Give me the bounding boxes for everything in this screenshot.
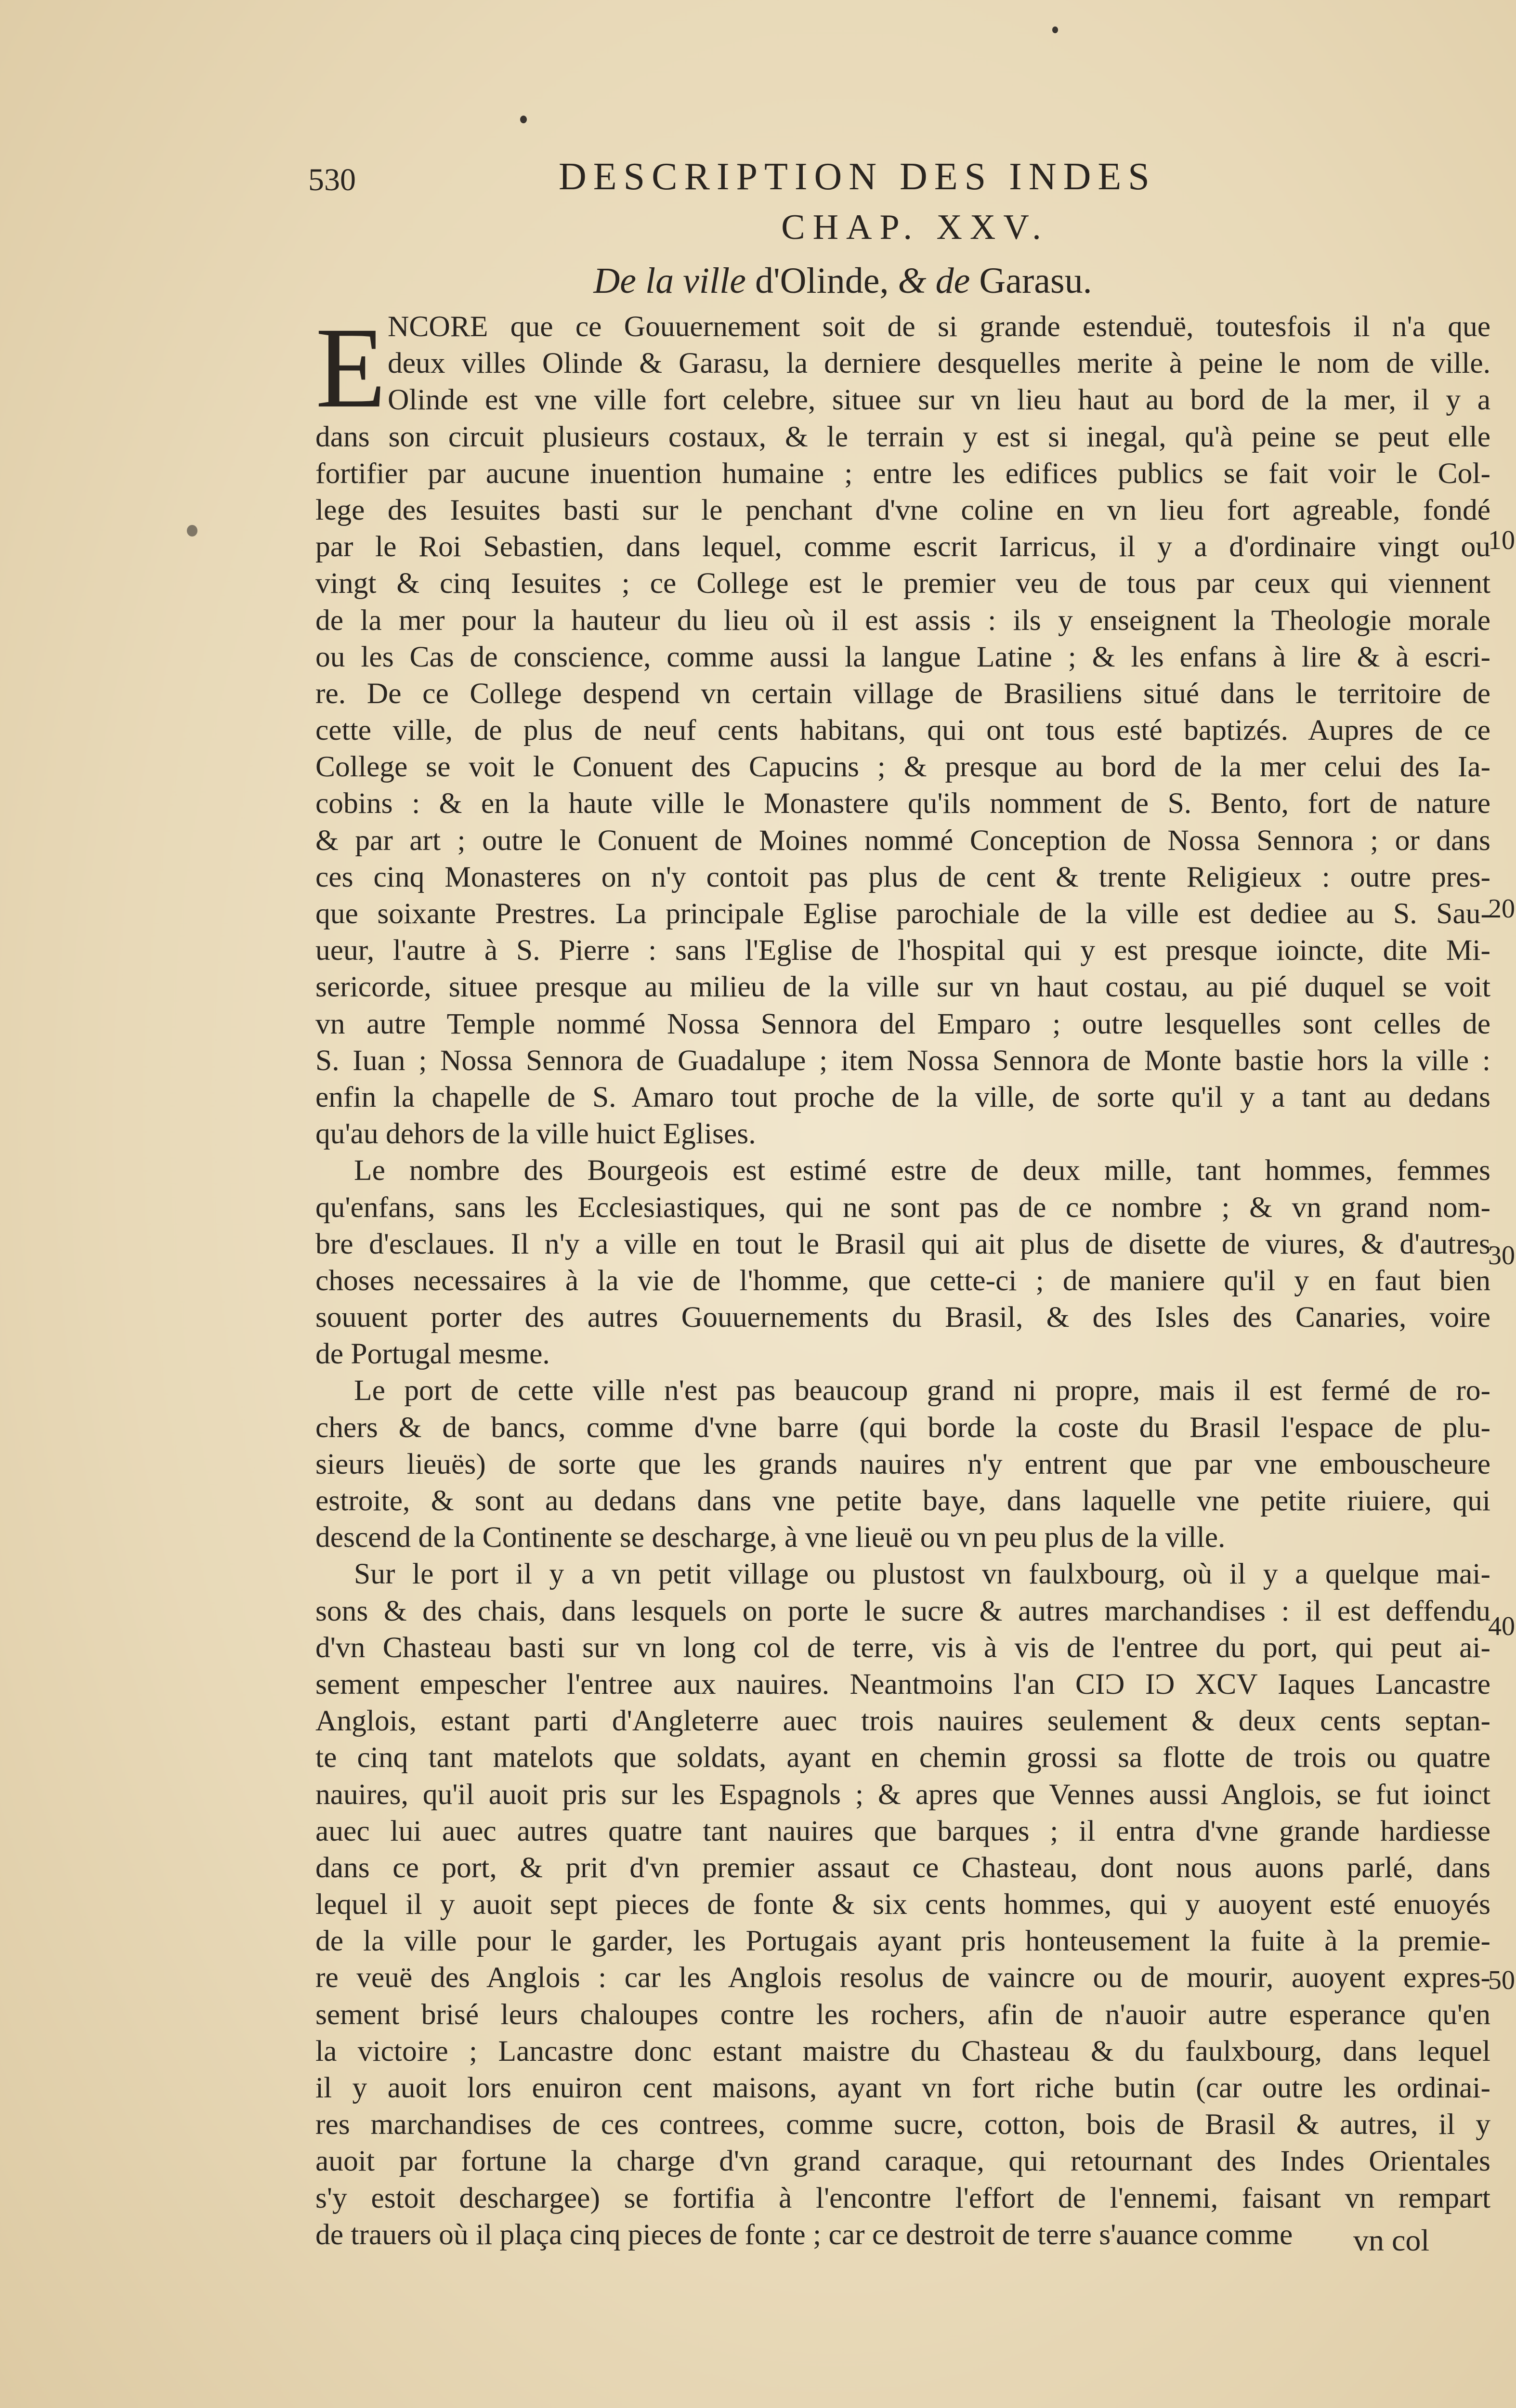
text-line: que soixante Prestres. La principale Eglise parochiale de la ville est dediee au S. Sau- bbox=[315, 897, 1490, 930]
text-line: lequel il y auoit sept pieces de fonte & six cents hommes, qui y auoyent esté enuoyés bbox=[315, 1888, 1490, 1921]
text-line: cette ville, de plus de neuf cents habitans, qui ont tous esté baptizés. Aupres de ce bbox=[315, 714, 1490, 747]
drop-cap: E bbox=[315, 303, 386, 432]
section-title: De la ville d'Olinde, & de Garasu. bbox=[593, 261, 1092, 301]
margin-line-number: 20 bbox=[1488, 894, 1515, 924]
text-line: Sur le port il y a vn petit village ou plustost vn faulxbourg, où il y a quelque mai- bbox=[354, 1557, 1490, 1591]
text-line: s'y estoit deschargee) se fortifia à l'encontre l'effort de l'ennemi, faisant vn rempart bbox=[315, 2181, 1490, 2214]
ink-spot bbox=[187, 525, 197, 537]
text-line: il y auoit lors enuiron cent maisons, ayant vn fort riche butin (car outre les ordinai- bbox=[315, 2071, 1490, 2104]
text-line: bre d'esclaues. Il n'y a ville en tout le Brasil qui ait plus de disette de viures, & d'autres bbox=[315, 1227, 1490, 1260]
text-line: qu'au dehors de la ville huict Eglises. bbox=[315, 1117, 756, 1151]
margin-line-number: 10 bbox=[1488, 525, 1515, 555]
text-line: deux villes Olinde & Garasu, la derniere desquelles merite à peine le nom de ville. bbox=[388, 347, 1490, 380]
text-line: la victoire ; Lancastre donc estant maistre du Chasteau & du faulxbourg, dans lequel bbox=[315, 2034, 1490, 2068]
text-line: ou les Cas de conscience, comme aussi la langue Latine ; & les enfans à lire & à escri- bbox=[315, 640, 1490, 673]
text-line: NCORE que ce Gouuernement soit de si grande estenduë, toutesfois il n'a que bbox=[388, 310, 1490, 343]
text-line: sericorde, situee presque au milieu de la ville sur vn haut costau, au pié duquel se voit bbox=[315, 970, 1490, 1004]
text-line: auec lui auec autres quatre tant nauires que barques ; il entra d'vne grande hardiesse bbox=[315, 1814, 1490, 1847]
text-line: de Portugal mesme. bbox=[315, 1337, 550, 1371]
margin-line-number: 30 bbox=[1488, 1241, 1515, 1270]
text-line: lege des Iesuites basti sur le penchant d'vne coline en vn lieu fort agreable, fondé bbox=[315, 493, 1490, 526]
text-line: Le port de cette ville n'est pas beaucoup grand ni propre, mais il est fermé de ro- bbox=[354, 1374, 1490, 1407]
text-line: fortifier par aucune inuention humaine ; entre les edifices publics se fait voir le Col- bbox=[315, 457, 1490, 490]
text-line: estroite, & sont au dedans dans vne petite baye, dans laquelle vne petite riuiere, qui bbox=[315, 1484, 1490, 1517]
text-line: dans son circuit plusieurs costaux, & le terrain y est si inegal, qu'à peine se peut elle bbox=[315, 420, 1490, 453]
page-header bbox=[308, 155, 1474, 213]
chapter-heading: CHAP. XXV. bbox=[781, 208, 1049, 247]
text-line: re. De ce College despend vn certain village de Brasiliens situé dans le territoire de bbox=[315, 677, 1490, 710]
text-line: vn autre Temple nommé Nossa Sennora del Emparo ; outre lesquelles sont celles de bbox=[315, 1007, 1490, 1040]
text-line: vingt & cinq Iesuites ; ce College est le premier veu de tous par ceux qui viennent bbox=[315, 567, 1490, 600]
text-line: choses necessaires à la vie de l'homme, que cette-ci ; de maniere qu'il y en faut bien bbox=[315, 1264, 1490, 1297]
text-line: sons & des chais, dans lesquels on porte le sucre & autres marchandises : il est deffendu bbox=[315, 1594, 1490, 1627]
text-line: descend de la Continente se descharge, à vne lieuë ou vn peu plus de la ville. bbox=[315, 1521, 1226, 1554]
text-line: par le Roi Sebastien, dans lequel, comme escrit Iarricus, il y a d'ordinaire vingt ou bbox=[315, 530, 1490, 563]
text-line: Olinde est vne ville fort celebre, situee sur vn lieu haut au bord de la mer, il y a bbox=[388, 383, 1490, 417]
body-text bbox=[315, 303, 1490, 2253]
text-line: de trauers où il plaça cinq pieces de fonte ; car ce destroit de terre s'auance comme bbox=[315, 2218, 1293, 2251]
text-line: & par art ; outre le Conuent de Moines nommé Conception de Nossa Sennora ; or dans bbox=[315, 824, 1490, 857]
ink-spot bbox=[520, 116, 527, 123]
text-line: qu'enfans, sans les Ecclesiastiques, qui ne sont pas de ce nombre ; & vn grand nom- bbox=[315, 1191, 1490, 1224]
text-line: de la mer pour la hauteur du lieu où il est assis : ils y enseignent la Theologie morale bbox=[315, 603, 1490, 637]
text-line: sement brisé leurs chaloupes contre les rochers, afin de n'auoir autre esperance qu'en bbox=[315, 1998, 1490, 2031]
text-line: chers & de bancs, comme d'vne barre (qui borde la coste du Brasil l'espace de plu- bbox=[315, 1411, 1490, 1444]
text-line: auoit par fortune la charge d'vn grand caraque, qui retournant des Indes Orientales bbox=[315, 2145, 1490, 2178]
text-line: sieurs lieuës) de sorte que les grands nauires n'y entrent que par vne embouscheure bbox=[315, 1447, 1490, 1480]
margin-line-number: 50 bbox=[1488, 1965, 1515, 1995]
page-number: 530 bbox=[308, 162, 356, 197]
text-line: College se voit le Conuent des Capucins ; & presque au bord de la mer celui des Ia- bbox=[315, 750, 1490, 784]
text-line: sement empescher l'entree aux nauires. Neantmoins l'an CIƆ IƆ XCV Iaques Lancastre bbox=[315, 1667, 1490, 1701]
text-line: dans ce port, & prit d'vn premier assaut ce Chasteau, dont nous auons parlé, dans bbox=[315, 1851, 1490, 1884]
text-line: ces cinq Monasteres on n'y contoit pas plus de cent & trente Religieux : outre pres- bbox=[315, 860, 1490, 893]
text-line: nauires, qu'il auoit pris sur les Espagnols ; & apres que Vennes aussi Anglois, se fut ioinct bbox=[315, 1778, 1490, 1811]
text-line: enfin la chapelle de S. Amaro tout proche de la ville, de sorte qu'il y a tant au dedans bbox=[315, 1080, 1490, 1113]
margin-line-number: 40 bbox=[1488, 1611, 1515, 1641]
text-line: Anglois, estant parti d'Angleterre auec trois nauires seulement & deux cents septan- bbox=[315, 1704, 1490, 1738]
text-line: cobins : & en la haute ville le Monastere qu'ils nomment de S. Bento, fort de nature bbox=[315, 787, 1490, 820]
catchword: vn col bbox=[1353, 2223, 1430, 2257]
text-line: re veuë des Anglois : car les Anglois resolus de vaincre ou de mourir, auoyent expres- bbox=[315, 1961, 1490, 1994]
text-line: ueur, l'autre à S. Pierre : sans l'Eglise de l'hospital qui y est presque ioincte, dite Mi- bbox=[315, 934, 1490, 967]
text-line: de la ville pour le garder, les Portugais ayant pris honteusement la fuite à la premie- bbox=[315, 1924, 1490, 1958]
text-line: te cinq tant matelots que soldats, ayant en chemin grossi sa flotte de trois ou quatre bbox=[315, 1741, 1490, 1774]
text-line: S. Iuan ; Nossa Sennora de Guadalupe ; item Nossa Sennora de Monte bastie hors la ville : bbox=[315, 1044, 1490, 1077]
text-line: Le nombre des Bourgeois est estimé estre de deux mille, tant hommes, femmes bbox=[354, 1154, 1490, 1187]
text-line: res marchandises de ces contrees, comme sucre, cotton, bois de Brasil & autres, il y bbox=[315, 2108, 1490, 2141]
text-line: d'vn Chasteau basti sur vn long col de terre, vis à vis de l'entree du port, qui peut ai- bbox=[315, 1631, 1490, 1664]
running-head: DESCRIPTION DES INDES bbox=[559, 156, 1156, 198]
text-line: souuent porter des autres Gouuernements du Brasil, & des Isles des Canaries, voire bbox=[315, 1301, 1490, 1334]
ink-spot bbox=[1052, 26, 1058, 33]
